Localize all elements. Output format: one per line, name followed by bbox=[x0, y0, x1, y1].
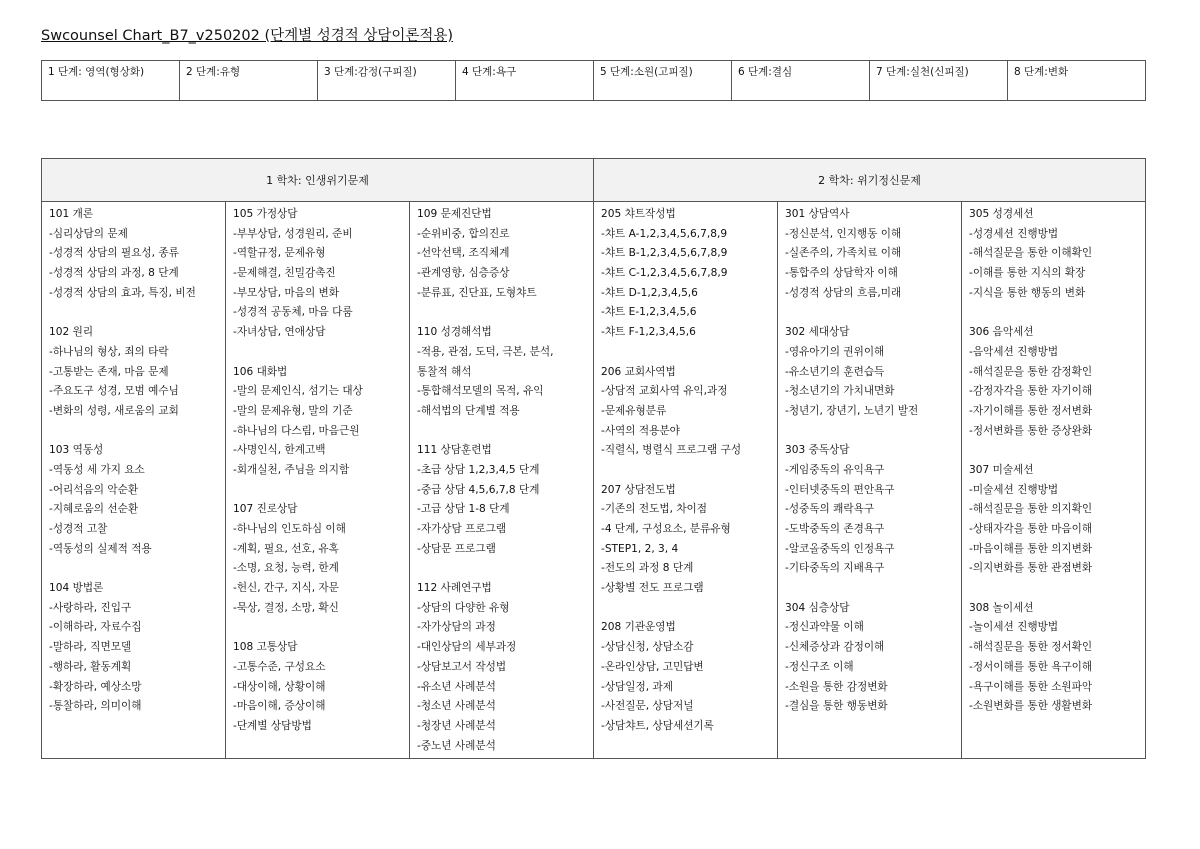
spacer bbox=[233, 481, 402, 501]
course-column bbox=[226, 202, 410, 759]
course-topic: -실존주의, 가족치료 이해 bbox=[785, 247, 902, 260]
course-topic: -성경적 상담의 효과, 특징, 비전 bbox=[49, 286, 196, 299]
course-topic: -의지변화를 통한 관점변화 bbox=[969, 562, 1093, 575]
course-topic: -이해하라, 자료수집 bbox=[49, 621, 142, 634]
course-topic: -사랑하라, 진입구 bbox=[49, 601, 132, 614]
spacer bbox=[49, 303, 218, 323]
course-topic: -부부상담, 성경원리, 준비 bbox=[233, 227, 353, 240]
course-topic: -상담적 교회사역 유익,과정 bbox=[601, 385, 728, 398]
course-title: 208 기관운영법 bbox=[601, 621, 676, 634]
course-topic: -변화의 성령, 새로움의 교회 bbox=[49, 404, 179, 417]
course-topic: -자가상담 프로그램 bbox=[417, 523, 507, 535]
course-topic: -성중독의 쾌락욕구 bbox=[785, 503, 875, 516]
course-column bbox=[594, 202, 778, 759]
stage-row bbox=[42, 61, 1146, 101]
course-title: 101 개론 bbox=[49, 208, 94, 220]
course-topic: -해석질문을 통한 이해확인 bbox=[969, 247, 1093, 260]
course-topic: -알코올중독의 인정욕구 bbox=[785, 542, 895, 555]
course-title: 104 방법론 bbox=[49, 582, 104, 595]
course-column bbox=[42, 202, 226, 759]
course-topic: -상황별 전도 프로그램 bbox=[601, 582, 704, 595]
spacer bbox=[969, 303, 1138, 323]
course-topic: -이해를 통한 지식의 확장 bbox=[969, 267, 1086, 280]
course-topic: -소명, 요청, 능력, 한계 bbox=[233, 562, 339, 575]
course-title: 111 상담훈련법 bbox=[417, 444, 492, 457]
course-topic: -지혜로움의 선순환 bbox=[49, 503, 139, 516]
course-topic: -해석질문을 통한 정서확인 bbox=[969, 641, 1093, 654]
spacer bbox=[417, 559, 586, 579]
course-topic: -사전질문, 상담저널 bbox=[601, 700, 694, 713]
course-topic: -욕구이해를 통한 소원파악 bbox=[969, 680, 1093, 693]
course-topic: -청소년기의 가치내면화 bbox=[785, 385, 895, 398]
course-topic: -고통받는 존재, 마음 문제 bbox=[49, 365, 169, 378]
spacer bbox=[417, 422, 586, 442]
course-title: 102 원리 bbox=[49, 326, 94, 339]
stage-cell-7: 7 단계:실천(신피질) bbox=[870, 61, 1008, 101]
content-row bbox=[42, 202, 1146, 759]
course-topic: -말의 문제유형, 말의 기준 bbox=[233, 404, 353, 417]
course-title: 301 상담역사 bbox=[785, 208, 850, 220]
course-topic: -음악세션 진행방법 bbox=[969, 345, 1059, 358]
course-topic: -유소년 사례분석 bbox=[417, 680, 496, 693]
course-topic: -관계영향, 심층증상 bbox=[417, 267, 510, 280]
course-topic: -적용, 관점, 도덕, 극본, 분석, bbox=[417, 345, 554, 358]
course-topic: -결심을 통한 행동변화 bbox=[785, 700, 888, 713]
course-title: 304 심층상담 bbox=[785, 601, 850, 614]
course-column bbox=[410, 202, 594, 759]
course-topic: -게임중독의 유익욕구 bbox=[785, 463, 885, 476]
course-topic: -심리상담의 문제 bbox=[49, 227, 128, 240]
course-title: 108 고통상담 bbox=[233, 641, 298, 654]
spacer bbox=[785, 422, 954, 442]
header-row bbox=[42, 159, 1146, 202]
course-topic: -자기이해를 통한 정서변화 bbox=[969, 404, 1093, 417]
course-topic: -주요도구 성경, 모범 예수님 bbox=[49, 385, 179, 398]
course-topic: -대인상담의 세부과정 bbox=[417, 641, 517, 654]
course-topic: -챠트 B-1,2,3,4,5,6,7,8,9 bbox=[601, 247, 728, 260]
spacer bbox=[417, 303, 586, 323]
spacer bbox=[969, 441, 1138, 461]
course-topic: -온라인상담, 고민답변 bbox=[601, 660, 704, 673]
course-topic: -도박중독의 존경욕구 bbox=[785, 523, 885, 535]
stage-cell-4: 4 단계:욕구 bbox=[456, 61, 594, 101]
stage-cell-5: 5 단계:소원(고피질) bbox=[594, 61, 732, 101]
course-topic: -해석질문을 통한 의지확인 bbox=[969, 503, 1093, 516]
course-topic: -중노년 사례분석 bbox=[417, 739, 496, 752]
spacer bbox=[233, 618, 402, 638]
spacer bbox=[233, 343, 402, 363]
course-topic: -성경적 상담의 필요성, 종류 bbox=[49, 247, 179, 260]
course-title: 110 성경해석법 bbox=[417, 326, 492, 339]
course-topic: -기존의 전도법, 차이점 bbox=[601, 503, 708, 516]
course-title: 106 대화법 bbox=[233, 365, 288, 378]
spacer bbox=[601, 343, 770, 363]
course-topic: -역동성의 실제적 적용 bbox=[49, 542, 152, 555]
course-title: 109 문제진단법 bbox=[417, 208, 492, 220]
document-title: Swcounsel Chart_B7_v250202 (단계별 성경적 상담이론적용) bbox=[41, 28, 454, 44]
course-topic: -헌신, 간구, 지식, 자문 bbox=[233, 582, 339, 595]
course-topic: -챠트 C-1,2,3,4,5,6,7,8,9 bbox=[601, 267, 728, 280]
course-topic: -자녀상담, 연애상담 bbox=[233, 326, 326, 339]
course-topic: -상담보고서 작성법 bbox=[417, 660, 507, 673]
spacer bbox=[785, 303, 954, 323]
course-topic: 통찰적 해석 bbox=[417, 365, 472, 378]
course-topic: -단계별 상담방법 bbox=[233, 719, 312, 732]
course-title: 205 챠트작성법 bbox=[601, 208, 676, 220]
course-topic: -통합해석모델의 목적, 유익 bbox=[417, 385, 544, 398]
course-topic: -소원을 통한 감정변화 bbox=[785, 680, 888, 693]
course-topic: -신체증상과 감정이해 bbox=[785, 641, 885, 654]
course-topic: -고급 상담 1-8 단계 bbox=[417, 503, 510, 516]
course-topic: -정신구조 이해 bbox=[785, 660, 854, 673]
course-column bbox=[962, 202, 1146, 759]
course-topic: -고통수준, 구성요소 bbox=[233, 660, 326, 673]
stage-cell-1: 1 단계: 영역(형상화) bbox=[42, 61, 180, 101]
course-title: 107 진로상담 bbox=[233, 503, 298, 516]
course-topic: -직렬식, 병렬식 프로그램 구성 bbox=[601, 444, 742, 457]
stage-cell-6: 6 단계:결심 bbox=[732, 61, 870, 101]
course-topic: -정서이해를 통한 욕구이해 bbox=[969, 660, 1093, 673]
course-topic: -청년기, 장년기, 노년기 발전 bbox=[785, 404, 919, 417]
stage-cell-2: 2 단계:유형 bbox=[180, 61, 318, 101]
course-topic: -정신분석, 인지행동 이해 bbox=[785, 227, 902, 240]
course-topic: -자가상담의 과정 bbox=[417, 621, 496, 634]
spacer bbox=[785, 579, 954, 599]
header-semester-1: 1 학차: 인생위기문제 bbox=[42, 159, 594, 202]
course-title: 105 가정상담 bbox=[233, 208, 298, 220]
course-title: 302 세대상담 bbox=[785, 326, 850, 339]
course-topic: -마음이해를 통한 의지변화 bbox=[969, 542, 1093, 555]
course-topic: -초급 상담 1,2,3,4,5 단계 bbox=[417, 463, 540, 476]
course-topic: -영유아기의 권위이해 bbox=[785, 345, 885, 358]
spacer bbox=[969, 579, 1138, 599]
course-topic: -말하라, 직면모델 bbox=[49, 641, 132, 654]
course-title: 308 놀이세션 bbox=[969, 601, 1034, 614]
course-topic: -어리석음의 악순환 bbox=[49, 483, 139, 496]
spacer bbox=[49, 422, 218, 442]
spacer bbox=[49, 559, 218, 579]
course-topic: -인터넷중독의 편안욕구 bbox=[785, 483, 895, 496]
course-topic: -지식을 통한 행동의 변화 bbox=[969, 286, 1086, 299]
course-topic: -성경적 공동체, 마음 다룸 bbox=[233, 306, 353, 319]
course-topic: -역동성 세 가지 요소 bbox=[49, 463, 145, 476]
course-topic: -정서변화를 통한 증상완화 bbox=[969, 424, 1093, 437]
course-topic: -상담챠트, 상담세션기록 bbox=[601, 719, 714, 732]
course-topic: -문제유형분류 bbox=[601, 404, 667, 417]
course-topic: -사명인식, 한계고백 bbox=[233, 444, 326, 457]
course-topic: -문제해결, 친밀감촉진 bbox=[233, 267, 336, 280]
course-title: 207 상담전도법 bbox=[601, 483, 676, 496]
course-topic: -미술세션 진행방법 bbox=[969, 483, 1059, 496]
course-topic: -하나님의 인도하심 이해 bbox=[233, 523, 346, 535]
course-topic: -대상이해, 상황이해 bbox=[233, 680, 326, 693]
course-topic: -통찰하라, 의미이해 bbox=[49, 700, 142, 713]
course-topic: -성경적 상담의 흐름,미래 bbox=[785, 286, 902, 299]
course-title: 103 역동성 bbox=[49, 444, 104, 457]
course-topic: -순위비중, 합의진로 bbox=[417, 227, 510, 240]
course-topic: -성경적 고찰 bbox=[49, 523, 108, 535]
course-title: 206 교회사역법 bbox=[601, 365, 676, 378]
course-topic: -하나님의 다스림, 마음근원 bbox=[233, 424, 360, 437]
course-topic: -상담일정, 과제 bbox=[601, 680, 673, 693]
course-topic: -사역의 적용분야 bbox=[601, 424, 680, 437]
course-title: 303 중독상담 bbox=[785, 444, 850, 457]
course-topic: -하나님의 형상, 죄의 타락 bbox=[49, 345, 169, 358]
course-topic: -소원변화를 통한 생활변화 bbox=[969, 700, 1093, 713]
course-topic: -성경세션 진행방법 bbox=[969, 227, 1059, 240]
course-topic: -성경적 상담의 과정, 8 단계 bbox=[49, 267, 179, 280]
course-topic: -묵상, 결정, 소망, 확신 bbox=[233, 601, 339, 614]
course-topic: -계획, 필요, 선호, 유혹 bbox=[233, 542, 339, 555]
course-topic: -챠트 D-1,2,3,4,5,6 bbox=[601, 286, 698, 299]
stage-cell-3: 3 단계:감정(구피질) bbox=[318, 61, 456, 101]
course-topic: -4 단계, 구성요소, 분류유형 bbox=[601, 523, 731, 535]
course-topic: -상담문 프로그램 bbox=[417, 542, 496, 555]
course-title: 306 음악세션 bbox=[969, 326, 1034, 339]
course-topic: -놀이세션 진행방법 bbox=[969, 621, 1059, 634]
stage-cell-8: 8 단계:변화 bbox=[1008, 61, 1146, 101]
course-topic: -감정자각을 통한 자기이해 bbox=[969, 385, 1093, 398]
header-semester-2: 2 학차: 위기정신문제 bbox=[594, 159, 1146, 202]
course-topic: -상담의 다양한 유형 bbox=[417, 601, 510, 614]
course-title: 307 미술세션 bbox=[969, 463, 1034, 476]
course-topic: -확장하라, 예상소망 bbox=[49, 680, 142, 693]
course-topic: -중급 상담 4,5,6,7,8 단계 bbox=[417, 483, 540, 496]
course-topic: -유소년기의 훈련습득 bbox=[785, 365, 885, 378]
course-topic: -정신과약물 이해 bbox=[785, 621, 864, 634]
course-topic: -챠트 F-1,2,3,4,5,6 bbox=[601, 326, 696, 339]
course-topic: -행하라, 활동계획 bbox=[49, 660, 132, 673]
course-topic: -마음이해, 증상이해 bbox=[233, 700, 326, 713]
course-title: 305 성경세션 bbox=[969, 208, 1034, 220]
course-topic: -해석질문을 통한 감정확인 bbox=[969, 365, 1093, 378]
course-topic: -STEP1, 2, 3, 4 bbox=[601, 542, 679, 555]
course-topic: -말의 문제인식, 섬기는 대상 bbox=[233, 385, 363, 398]
course-topic: -선악선택, 조직체계 bbox=[417, 247, 510, 260]
course-topic: -해석법의 단계별 적용 bbox=[417, 404, 520, 417]
course-topic: -챠트 A-1,2,3,4,5,6,7,8,9 bbox=[601, 227, 728, 240]
course-topic: -전도의 과정 8 단계 bbox=[601, 562, 694, 575]
course-column bbox=[778, 202, 962, 759]
course-title: 112 사례연구법 bbox=[417, 582, 492, 595]
course-topic: -상담신청, 상담소감 bbox=[601, 641, 694, 654]
course-topic: -회개실천, 주님을 의지함 bbox=[233, 463, 350, 476]
spacer bbox=[601, 599, 770, 619]
course-topic: -기타중독의 지배욕구 bbox=[785, 562, 885, 575]
course-topic: -부모상담, 마음의 변화 bbox=[233, 286, 340, 299]
curriculum-table bbox=[41, 158, 1146, 759]
course-topic: -분류표, 진단표, 도형챠트 bbox=[417, 286, 537, 299]
course-topic: -상태자각을 통한 마음이해 bbox=[969, 523, 1093, 535]
course-topic: -청소년 사례분석 bbox=[417, 700, 496, 713]
course-topic: -챠트 E-1,2,3,4,5,6 bbox=[601, 306, 697, 319]
course-topic: -통합주의 상담학자 이해 bbox=[785, 267, 898, 280]
course-topic: -청장년 사례분석 bbox=[417, 719, 496, 732]
course-topic: -역할규정, 문제유형 bbox=[233, 247, 326, 260]
stage-table bbox=[41, 60, 1146, 101]
spacer bbox=[601, 461, 770, 481]
